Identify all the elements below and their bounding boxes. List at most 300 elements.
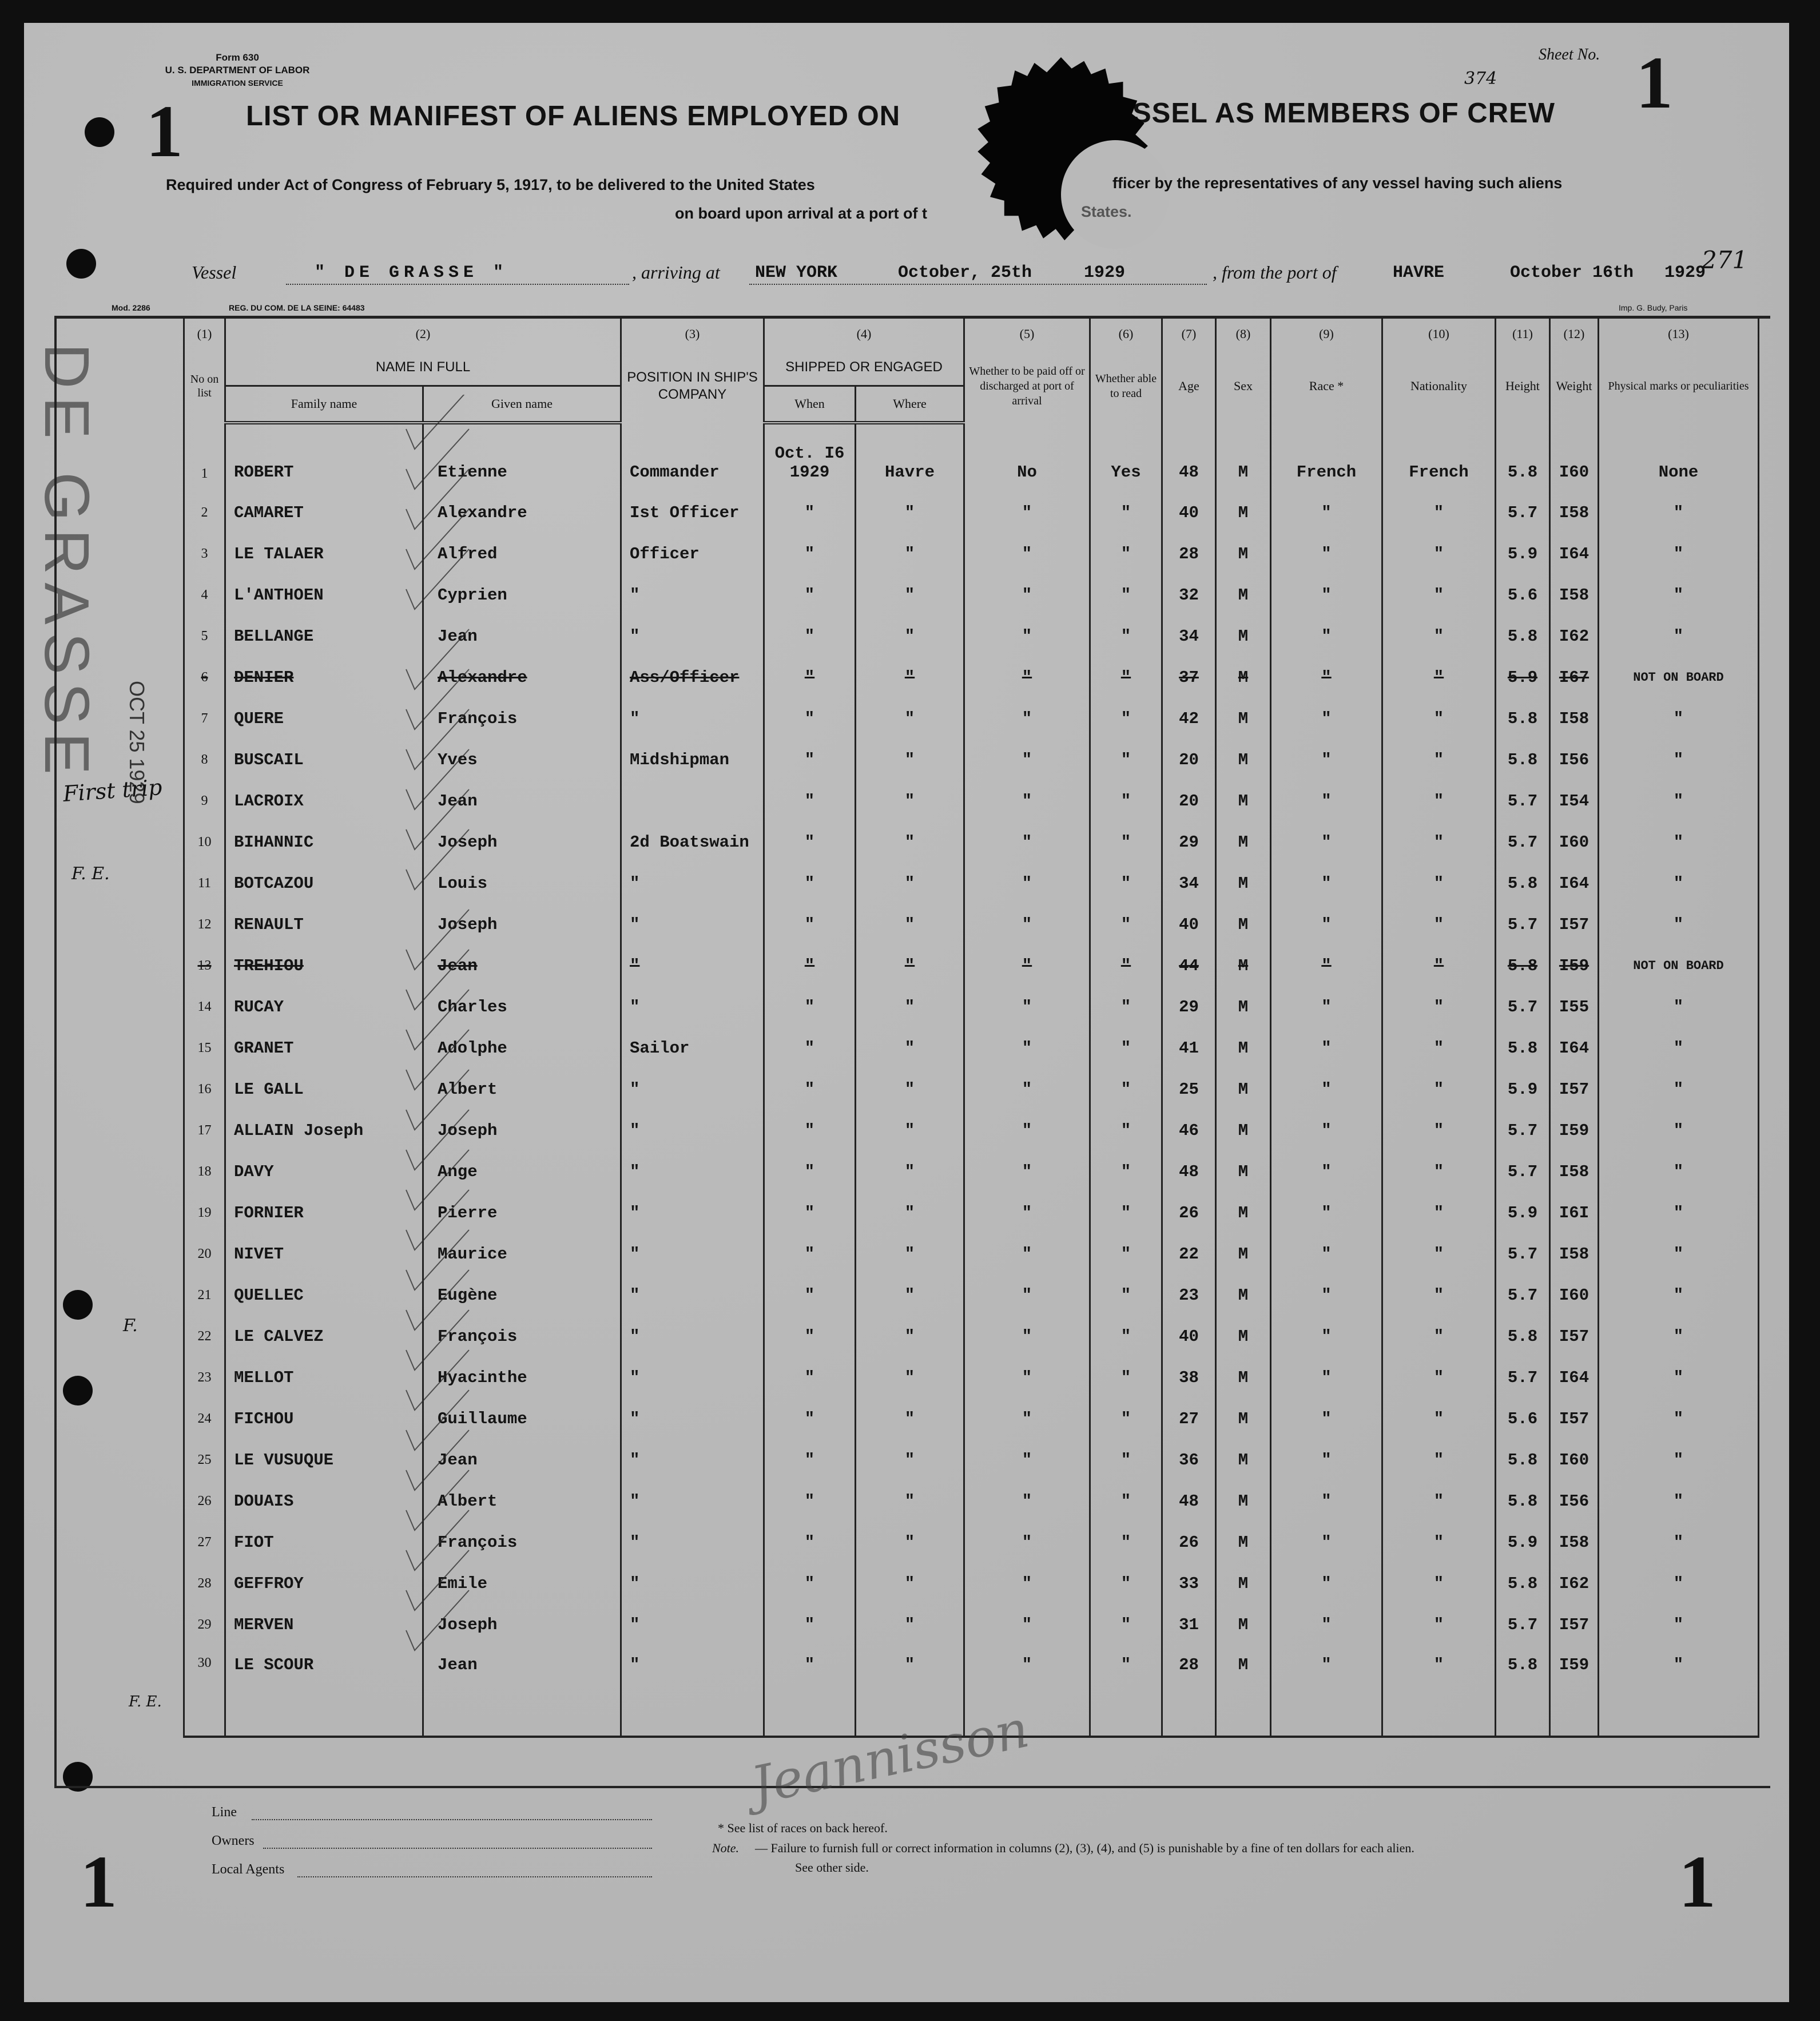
cell-given-name: Cyprien xyxy=(423,574,621,616)
cell-shipped-when: " xyxy=(764,1151,856,1192)
cell-nationality: " xyxy=(1382,1398,1496,1439)
cell-physical-marks: " xyxy=(1599,739,1759,780)
cell-able-to-read: " xyxy=(1090,1027,1162,1069)
cell-shipped-when: " xyxy=(764,574,856,616)
cell-sex: M xyxy=(1216,904,1271,945)
punch-hole xyxy=(63,1290,93,1320)
cell-physical-marks: None xyxy=(1599,423,1759,492)
cell-paid-off: " xyxy=(964,533,1090,574)
cell-family-name: ALLAIN Joseph xyxy=(225,1110,423,1151)
margin-initials-3: F. E. xyxy=(129,1693,162,1710)
cell-paid-off: " xyxy=(964,1274,1090,1316)
cell-sex: M xyxy=(1216,1192,1271,1233)
registration: REG. DU COM. DE LA SEINE: 64483 xyxy=(229,303,365,312)
cell-given-name: Maurice xyxy=(423,1233,621,1274)
cell-height: 5.9 xyxy=(1496,657,1550,698)
cell-age: 29 xyxy=(1162,821,1216,863)
cell-height: 5.8 xyxy=(1496,863,1550,904)
margin-stamp-text: DE GRASSE xyxy=(31,343,102,783)
cell-nationality: " xyxy=(1382,1563,1496,1604)
cell-family-name: CAMARET xyxy=(225,492,423,533)
crew-manifest-table xyxy=(183,316,1759,1738)
col-height-number: (11) xyxy=(1496,317,1550,350)
cell-given-name: Louis xyxy=(423,863,621,904)
cell-race: " xyxy=(1271,1069,1382,1110)
cell-physical-marks: " xyxy=(1599,1645,1759,1737)
cell-race: " xyxy=(1271,1563,1382,1604)
document-title-left: LIST OR MANIFEST OF ALIENS EMPLOYED ON xyxy=(246,101,901,132)
seal-center xyxy=(1061,140,1170,249)
form-department-block xyxy=(129,51,346,89)
cell-weight: I62 xyxy=(1550,616,1599,657)
cell-weight: I64 xyxy=(1550,1357,1599,1398)
cell-weight: I57 xyxy=(1550,904,1599,945)
table-row xyxy=(184,1069,1759,1110)
arriving-port: NEW YORK xyxy=(755,263,838,283)
col-marks-number: (13) xyxy=(1599,317,1759,350)
cell-position: " xyxy=(621,1563,764,1604)
cell-position: " xyxy=(621,1604,764,1645)
cell-family-name: ROBERT xyxy=(225,423,423,492)
cell-given-name: Emile xyxy=(423,1563,621,1604)
cell-nationality: " xyxy=(1382,1110,1496,1151)
cell-race: " xyxy=(1271,1439,1382,1480)
col-able-to-read: Whether able to read xyxy=(1090,350,1162,423)
cell-height: 5.8 xyxy=(1496,1645,1550,1737)
cell-given-name: Joseph xyxy=(423,1110,621,1151)
cell-age: 46 xyxy=(1162,1110,1216,1151)
cell-weight: I64 xyxy=(1550,863,1599,904)
cell-shipped-when: " xyxy=(764,1192,856,1233)
cell-height: 5.8 xyxy=(1496,1027,1550,1069)
cell-position: " xyxy=(621,986,764,1027)
cell-race: " xyxy=(1271,1274,1382,1316)
table-row xyxy=(184,739,1759,780)
cell-given-name: Joseph xyxy=(423,1604,621,1645)
cell-given-name: Joseph xyxy=(423,904,621,945)
cell-shipped-where: Havre xyxy=(856,423,964,492)
cell-height: 5.8 xyxy=(1496,1563,1550,1604)
cell-shipped-where: " xyxy=(856,739,964,780)
cell-weight: I56 xyxy=(1550,1480,1599,1522)
col-height: Height xyxy=(1496,350,1550,423)
cell-family-name: QUELLEC xyxy=(225,1274,423,1316)
cell-given-name: Jean xyxy=(423,1439,621,1480)
see-other-side: See other side. xyxy=(795,1860,869,1875)
cell-family-name: BUSCAIL xyxy=(225,739,423,780)
cell-race: " xyxy=(1271,739,1382,780)
cell-height: 5.6 xyxy=(1496,1398,1550,1439)
cell-given-name: François xyxy=(423,698,621,739)
cell-nationality: " xyxy=(1382,1480,1496,1522)
table-row xyxy=(184,1233,1759,1274)
cell-weight: I57 xyxy=(1550,1604,1599,1645)
handwritten-reference: 271 xyxy=(1702,246,1748,274)
cell-given-name: Alexandre xyxy=(423,657,621,698)
cell-physical-marks: " xyxy=(1599,616,1759,657)
cell-row-number: 28 xyxy=(184,1563,225,1604)
cell-age: 42 xyxy=(1162,698,1216,739)
cell-paid-off: " xyxy=(964,698,1090,739)
cell-given-name: Pierre xyxy=(423,1192,621,1233)
cell-row-number: 11 xyxy=(184,863,225,904)
cell-position: " xyxy=(621,1151,764,1192)
cell-position xyxy=(621,780,764,821)
cell-weight: I59 xyxy=(1550,1110,1599,1151)
cell-shipped-when: " xyxy=(764,945,856,986)
cell-row-number: 15 xyxy=(184,1027,225,1069)
cell-given-name: Jean xyxy=(423,780,621,821)
cell-shipped-where: " xyxy=(856,533,964,574)
footer-line-label: Line xyxy=(212,1805,237,1820)
cell-row-number: 30 xyxy=(184,1645,225,1737)
cell-weight: I59 xyxy=(1550,945,1599,986)
cell-height: 5.7 xyxy=(1496,1233,1550,1274)
cell-weight: I58 xyxy=(1550,1233,1599,1274)
sheet-label: Sheet No. xyxy=(1539,46,1600,63)
table-row xyxy=(184,657,1759,698)
col-nationality: Nationality xyxy=(1382,350,1496,423)
col-read-number: (6) xyxy=(1090,317,1162,350)
from-year: 1929 xyxy=(1664,263,1706,283)
col-age: Age xyxy=(1162,350,1216,423)
cell-weight: I56 xyxy=(1550,739,1599,780)
cell-sex: M xyxy=(1216,1604,1271,1645)
cell-given-name: Jean xyxy=(423,945,621,986)
cell-position: Officer xyxy=(621,533,764,574)
cell-shipped-where: " xyxy=(856,616,964,657)
cell-height: 5.7 xyxy=(1496,1357,1550,1398)
cell-physical-marks: " xyxy=(1599,1563,1759,1604)
cell-race: French xyxy=(1271,423,1382,492)
form-number: Form 630 xyxy=(216,52,259,63)
cell-sex: M xyxy=(1216,1027,1271,1069)
cell-sex: M xyxy=(1216,1522,1271,1563)
from-port: HAVRE xyxy=(1393,263,1445,283)
cell-race: " xyxy=(1271,863,1382,904)
cell-height: 5.8 xyxy=(1496,945,1550,986)
cell-row-number: 10 xyxy=(184,821,225,863)
cell-shipped-when: " xyxy=(764,863,856,904)
cell-weight: I58 xyxy=(1550,1522,1599,1563)
footer-line-field[interactable] xyxy=(252,1819,652,1820)
cell-able-to-read: " xyxy=(1090,1110,1162,1151)
cell-physical-marks: " xyxy=(1599,986,1759,1027)
cell-able-to-read: " xyxy=(1090,1192,1162,1233)
printer-imprint: Imp. G. Budy, Paris xyxy=(1619,303,1688,312)
cell-shipped-where: " xyxy=(856,574,964,616)
cell-weight: I55 xyxy=(1550,986,1599,1027)
footer-agents-field[interactable] xyxy=(297,1876,652,1877)
cell-row-number: 24 xyxy=(184,1398,225,1439)
cell-given-name: Charles xyxy=(423,986,621,1027)
table-row xyxy=(184,492,1759,533)
race-footnote: * See list of races on back hereof. xyxy=(718,1821,888,1835)
cell-height: 5.7 xyxy=(1496,1274,1550,1316)
cell-paid-off: " xyxy=(964,1645,1090,1737)
cell-nationality: " xyxy=(1382,1151,1496,1192)
cell-row-number: 20 xyxy=(184,1233,225,1274)
cell-position: Sailor xyxy=(621,1027,764,1069)
cell-family-name: LE TALAER xyxy=(225,533,423,574)
cell-sex: M xyxy=(1216,574,1271,616)
cell-able-to-read: " xyxy=(1090,616,1162,657)
cell-sex: M xyxy=(1216,1110,1271,1151)
col-when: When xyxy=(764,386,856,423)
cell-physical-marks: " xyxy=(1599,1274,1759,1316)
cell-height: 5.8 xyxy=(1496,1480,1550,1522)
margin-initials-2: F. xyxy=(123,1316,138,1336)
cell-able-to-read: " xyxy=(1090,1316,1162,1357)
cell-height: 5.8 xyxy=(1496,698,1550,739)
cell-shipped-when: " xyxy=(764,1027,856,1069)
cell-shipped-where: " xyxy=(856,904,964,945)
punch-hole xyxy=(63,1376,93,1405)
cell-family-name: LACROIX xyxy=(225,780,423,821)
cell-able-to-read: " xyxy=(1090,863,1162,904)
cell-shipped-when: " xyxy=(764,1480,856,1522)
margin-stamp-vessel xyxy=(31,343,109,783)
cell-nationality: " xyxy=(1382,1439,1496,1480)
cell-shipped-where: " xyxy=(856,1274,964,1316)
cell-nationality: " xyxy=(1382,492,1496,533)
cell-position: " xyxy=(621,904,764,945)
cell-position: " xyxy=(621,1110,764,1151)
cell-position: " xyxy=(621,1316,764,1357)
cell-paid-off: " xyxy=(964,1069,1090,1110)
cell-shipped-where: " xyxy=(856,1233,964,1274)
cell-height: 5.7 xyxy=(1496,1110,1550,1151)
cell-family-name: MERVEN xyxy=(225,1604,423,1645)
cell-shipped-when: " xyxy=(764,1522,856,1563)
cell-shipped-when: " xyxy=(764,1398,856,1439)
cell-row-number: 22 xyxy=(184,1316,225,1357)
table-row xyxy=(184,945,1759,986)
cell-height: 5.8 xyxy=(1496,423,1550,492)
cell-height: 5.7 xyxy=(1496,1151,1550,1192)
cell-age: 29 xyxy=(1162,986,1216,1027)
cell-shipped-where: " xyxy=(856,698,964,739)
cell-row-number: 25 xyxy=(184,1439,225,1480)
cell-row-number: 19 xyxy=(184,1192,225,1233)
cell-nationality: " xyxy=(1382,780,1496,821)
table-row xyxy=(184,1398,1759,1439)
cell-physical-marks: " xyxy=(1599,574,1759,616)
cell-height: 5.8 xyxy=(1496,616,1550,657)
cell-physical-marks: " xyxy=(1599,1316,1759,1357)
col-weight-number: (12) xyxy=(1550,317,1599,350)
cell-weight: I6I xyxy=(1550,1192,1599,1233)
header-row-numbers xyxy=(184,317,1759,350)
table-frame-bottom xyxy=(54,1786,1770,1788)
cell-race: " xyxy=(1271,1398,1382,1439)
cell-row-number: 18 xyxy=(184,1151,225,1192)
cell-nationality: " xyxy=(1382,657,1496,698)
cell-age: 26 xyxy=(1162,1192,1216,1233)
cell-able-to-read: " xyxy=(1090,1069,1162,1110)
cell-age: 23 xyxy=(1162,1274,1216,1316)
cell-age: 28 xyxy=(1162,1645,1216,1737)
cell-physical-marks: " xyxy=(1599,1192,1759,1233)
cell-able-to-read: " xyxy=(1090,986,1162,1027)
cell-family-name: QUERE xyxy=(225,698,423,739)
cell-weight: I60 xyxy=(1550,821,1599,863)
cell-family-name: FICHOU xyxy=(225,1398,423,1439)
cell-sex: M xyxy=(1216,657,1271,698)
cell-position: " xyxy=(621,1192,764,1233)
cell-weight: I58 xyxy=(1550,698,1599,739)
cell-age: 33 xyxy=(1162,1563,1216,1604)
cell-height: 5.8 xyxy=(1496,1439,1550,1480)
cell-nationality: French xyxy=(1382,423,1496,492)
arriving-label: , arriving at xyxy=(632,262,720,283)
cell-row-number: 13 xyxy=(184,945,225,986)
arriving-year: 1929 xyxy=(1084,263,1126,283)
cell-shipped-where: " xyxy=(856,1069,964,1110)
col-weight: Weight xyxy=(1550,350,1599,423)
col-no-number: (1) xyxy=(184,317,225,350)
cell-height: 5.9 xyxy=(1496,1522,1550,1563)
footer-owners-label: Owners xyxy=(212,1833,255,1848)
cell-weight: I60 xyxy=(1550,1439,1599,1480)
col-shipped-engaged: SHIPPED OR ENGAGED xyxy=(764,350,964,386)
cell-physical-marks: " xyxy=(1599,1604,1759,1645)
cell-race: " xyxy=(1271,1027,1382,1069)
cell-row-number: 12 xyxy=(184,904,225,945)
cell-age: 44 xyxy=(1162,945,1216,986)
cell-family-name: BELLANGE xyxy=(225,616,423,657)
col-position: POSITION IN SHIP'S COMPANY xyxy=(621,350,764,423)
cell-row-number: 8 xyxy=(184,739,225,780)
from-port-label: , from the port of xyxy=(1213,262,1337,283)
cell-row-number: 4 xyxy=(184,574,225,616)
cell-race: " xyxy=(1271,574,1382,616)
cell-able-to-read: Yes xyxy=(1090,423,1162,492)
cell-position: " xyxy=(621,1233,764,1274)
cell-height: 5.6 xyxy=(1496,574,1550,616)
cell-shipped-when: " xyxy=(764,1110,856,1151)
cell-age: 34 xyxy=(1162,863,1216,904)
note-label: Note. xyxy=(712,1841,740,1855)
cell-paid-off: " xyxy=(964,1480,1090,1522)
cell-physical-marks: " xyxy=(1599,780,1759,821)
cell-able-to-read: " xyxy=(1090,1274,1162,1316)
cell-shipped-where: " xyxy=(856,1439,964,1480)
cell-physical-marks: " xyxy=(1599,1357,1759,1398)
cell-race: " xyxy=(1271,1604,1382,1645)
corner-number-top-left: 1 xyxy=(146,90,183,173)
manifest-rows xyxy=(184,423,1759,1737)
cell-physical-marks: " xyxy=(1599,1069,1759,1110)
cell-age: 40 xyxy=(1162,492,1216,533)
table-row xyxy=(184,1110,1759,1151)
subtitle-line-2b: States. xyxy=(1081,203,1132,220)
cell-age: 31 xyxy=(1162,1604,1216,1645)
cell-race: " xyxy=(1271,821,1382,863)
cell-able-to-read: " xyxy=(1090,821,1162,863)
table-row xyxy=(184,904,1759,945)
cell-physical-marks: NOT ON BOARD xyxy=(1599,657,1759,698)
cell-given-name: Ange xyxy=(423,1151,621,1192)
cell-shipped-when: " xyxy=(764,1645,856,1737)
cell-given-name: Albert xyxy=(423,1069,621,1110)
cell-physical-marks: " xyxy=(1599,863,1759,904)
footer-agents-label: Local Agents xyxy=(212,1862,285,1877)
cell-sex: M xyxy=(1216,533,1271,574)
cell-age: 20 xyxy=(1162,739,1216,780)
cell-shipped-where: " xyxy=(856,1110,964,1151)
cell-paid-off: " xyxy=(964,1398,1090,1439)
col-sex-number: (8) xyxy=(1216,317,1271,350)
cell-race: " xyxy=(1271,1316,1382,1357)
cell-sex: M xyxy=(1216,1480,1271,1522)
cell-sex: M xyxy=(1216,1233,1271,1274)
cell-given-name: Jean xyxy=(423,1645,621,1737)
cell-family-name: LE SCOUR xyxy=(225,1645,423,1737)
cell-able-to-read: " xyxy=(1090,904,1162,945)
cell-weight: I58 xyxy=(1550,574,1599,616)
cell-shipped-where: " xyxy=(856,780,964,821)
col-race: Race * xyxy=(1271,350,1382,423)
cell-position: Ist Officer xyxy=(621,492,764,533)
cell-nationality: " xyxy=(1382,986,1496,1027)
cell-family-name: GEFFROY xyxy=(225,1563,423,1604)
cell-nationality: " xyxy=(1382,904,1496,945)
col-physical-marks: Physical marks or peculiarities xyxy=(1599,350,1759,423)
cell-age: 48 xyxy=(1162,423,1216,492)
cell-height: 5.7 xyxy=(1496,1604,1550,1645)
cell-family-name: RENAULT xyxy=(225,904,423,945)
cell-shipped-when: " xyxy=(764,1563,856,1604)
cell-shipped-where: " xyxy=(856,1027,964,1069)
footer-owners-field[interactable] xyxy=(263,1848,652,1849)
cell-race: " xyxy=(1271,1110,1382,1151)
officer-signature: Jeannisson xyxy=(746,1698,1034,1817)
cell-sex: M xyxy=(1216,423,1271,492)
cell-physical-marks: " xyxy=(1599,1027,1759,1069)
cell-physical-marks: " xyxy=(1599,1151,1759,1192)
table-row xyxy=(184,1563,1759,1604)
cell-paid-off: " xyxy=(964,492,1090,533)
cell-able-to-read: " xyxy=(1090,1522,1162,1563)
cell-shipped-where: " xyxy=(856,863,964,904)
cell-sex: M xyxy=(1216,1316,1271,1357)
cell-able-to-read: " xyxy=(1090,1480,1162,1522)
cell-sex: M xyxy=(1216,945,1271,986)
cell-shipped-where: " xyxy=(856,657,964,698)
cell-family-name: DAVY xyxy=(225,1151,423,1192)
cell-height: 5.7 xyxy=(1496,821,1550,863)
cell-row-number: 23 xyxy=(184,1357,225,1398)
cell-nationality: " xyxy=(1382,1357,1496,1398)
cell-height: 5.7 xyxy=(1496,904,1550,945)
cell-race: " xyxy=(1271,986,1382,1027)
cell-shipped-where: " xyxy=(856,1316,964,1357)
cell-paid-off: " xyxy=(964,1522,1090,1563)
cell-given-name: Albert xyxy=(423,1480,621,1522)
cell-physical-marks: " xyxy=(1599,821,1759,863)
cell-sex: M xyxy=(1216,1563,1271,1604)
table-row xyxy=(184,1274,1759,1316)
cell-sex: M xyxy=(1216,1439,1271,1480)
cell-sex: M xyxy=(1216,780,1271,821)
cell-row-number: 14 xyxy=(184,986,225,1027)
cell-paid-off: " xyxy=(964,1027,1090,1069)
cell-paid-off: " xyxy=(964,616,1090,657)
cell-able-to-read: " xyxy=(1090,780,1162,821)
cell-able-to-read: " xyxy=(1090,739,1162,780)
cell-race: " xyxy=(1271,904,1382,945)
